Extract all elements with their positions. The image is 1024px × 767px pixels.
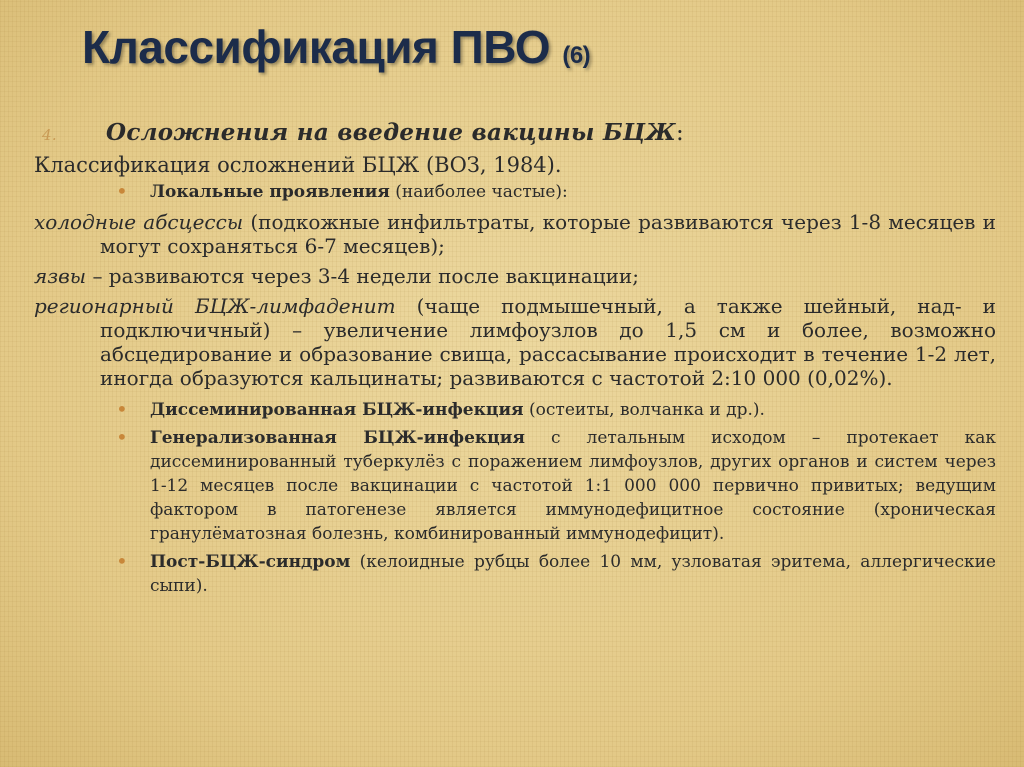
slide-content — [34, 116, 996, 598]
bullet-dot-icon: • — [116, 179, 128, 203]
item-text: (подкожные инфильтраты, которые развиваются через 1-8 месяцев и могут сохраняться 6-7 месяцев); — [100, 210, 996, 258]
item-lymphadenitis — [34, 294, 996, 390]
bullet-dot-icon: • — [116, 549, 128, 573]
item-term: язвы — [34, 264, 87, 288]
item-term: регионарный БЦЖ-лимфаденит — [34, 294, 396, 318]
local-bullet — [34, 180, 996, 204]
bullet-dot-icon: • — [116, 397, 128, 421]
section-heading-text: Осложнения на введение вакцины БЦЖ — [106, 119, 676, 146]
title-text: Классификация ПВО — [82, 21, 551, 73]
section-heading — [34, 116, 996, 150]
bullet-generalized — [34, 426, 996, 546]
bullet-text: (келоидные рубцы более 10 мм, узловатая эритема, аллергические сыпи). — [150, 552, 996, 596]
bullet-dot-icon: • — [116, 425, 128, 449]
bullet-text: с летальным исходом – протекает как диссеминированный туберкулёз с поражением лимфоузлов, других органов и систем через 1-12 месяцев после вакцинации с частотой 1:1 000 000 первично привитых; ведущим фактором в патогенезе является иммунодефицитное состояние (хроническая гранулёматозная болезнь, комбинированный иммунодефицит). — [150, 428, 996, 544]
slide-title — [82, 20, 590, 74]
item-text: (чаще подмышечный, а также шейный, над- и подключичный) – увеличение лимфоузлов до 1,5 см и более, возможно абсцедирование и образование свища, рассасывание происходит в течение 1-2 лет, иногда образуются кальцинаты; развиваются с частотой 2:10 000 (0,02%). — [100, 294, 996, 390]
bullet-disseminated — [34, 398, 996, 422]
title-number: (6) — [562, 42, 591, 69]
item-text: – развиваются через 3-4 недели после вакцинации; — [86, 264, 639, 288]
local-label: Локальные проявления — [150, 182, 390, 202]
bullet-post-bcg — [34, 550, 996, 598]
section-marker: 4. — [42, 126, 57, 144]
bullet-label: Генерализованная БЦЖ-инфекция — [150, 428, 525, 448]
item-cold-abscess — [34, 210, 996, 258]
item-ulcers — [34, 264, 996, 288]
item-term: холодные абсцессы — [34, 210, 244, 234]
bullet-text: (остеиты, волчанка и др.). — [523, 400, 765, 420]
classification-line: Классификация осложнений БЦЖ (ВОЗ, 1984). — [34, 153, 562, 177]
bullet-label: Диссеминированная БЦЖ-инфекция — [150, 400, 524, 420]
bullet-label: Пост-БЦЖ-синдром — [150, 552, 351, 572]
local-note: (наиболее частые): — [389, 182, 568, 202]
section-colon: : — [675, 120, 684, 146]
